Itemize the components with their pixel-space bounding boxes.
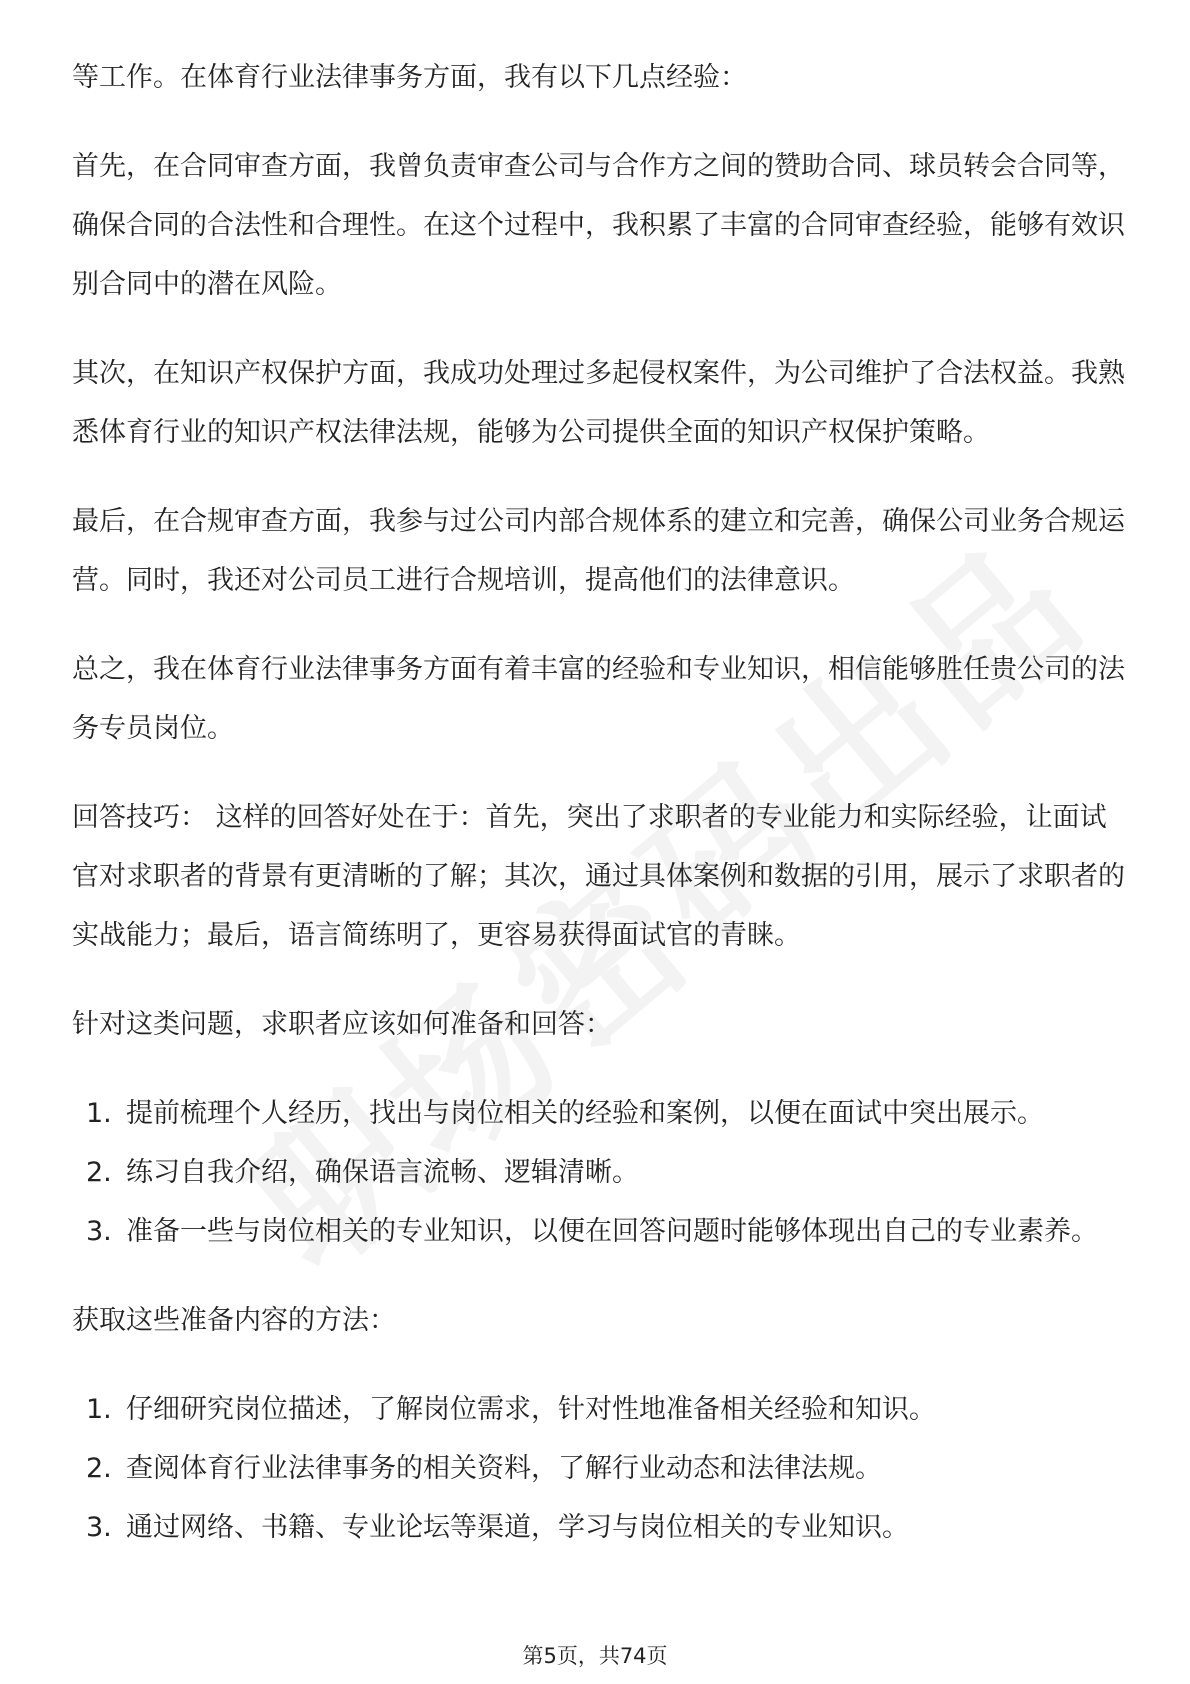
paragraph-ip-protection: 其次，在知识产权保护方面，我成功处理过多起侵权案件，为公司维护了合法权益。我熟悉体育行业的知识产权法律法规，能够为公司提供全面的知识产权保护策略。 — [72, 358, 1125, 448]
list-item-text: 练习自我介绍，确保语言流畅、逻辑清晰。 — [126, 1157, 639, 1188]
list-item-text: 提前梳理个人经历，找出与岗位相关的经验和案例，以便在面试中突出展示。 — [126, 1098, 1044, 1129]
list-item-text: 仔细研究岗位描述，了解岗位需求，针对性地准备相关经验和知识。 — [126, 1394, 936, 1425]
list-item — [72, 1380, 1132, 1439]
paragraph-compliance: 最后，在合规审查方面，我参与过公司内部合规体系的建立和完善，确保公司业务合规运营。同时，我还对公司员工进行合规培训，提高他们的法律意识。 — [72, 506, 1125, 596]
list-item — [72, 1084, 1132, 1143]
list-item — [72, 1498, 1132, 1557]
paragraph-answer-tips: 回答技巧： 这样的回答好处在于：首先，突出了求职者的专业能力和实际经验，让面试官对求职者的背景有更清晰的了解；其次，通过具体案例和数据的引用，展示了求职者的实战能力；最后，语言简练明了，更容易获得面试官的青睐。 — [72, 802, 1125, 951]
list-item — [72, 1143, 1132, 1202]
list-item-number: 1. — [86, 1394, 112, 1425]
list-item-number: 1. — [86, 1098, 112, 1129]
list-item-number: 3. — [86, 1512, 112, 1543]
paragraph-summary: 总之，我在体育行业法律事务方面有着丰富的经验和专业知识，相信能够胜任贵公司的法务专员岗位。 — [72, 654, 1125, 744]
list-item-number: 2. — [86, 1453, 112, 1484]
paragraph-contract-review: 首先，在合同审查方面，我曾负责审查公司与合作方之间的赞助合同、球员转会合同等，确保合同的合法性和合理性。在这个过程中，我积累了丰富的合同审查经验，能够有效识别合同中的潜在风险。 — [72, 151, 1125, 300]
list-item — [72, 1202, 1132, 1261]
list-item-text: 查阅体育行业法律事务的相关资料，了解行业动态和法律法规。 — [126, 1453, 882, 1484]
methods-list — [72, 1380, 1132, 1557]
list-item-number: 3. — [86, 1216, 112, 1247]
paragraph-prep-heading: 针对这类问题，求职者应该如何准备和回答： — [72, 1009, 612, 1040]
preparation-list — [72, 1084, 1132, 1261]
list-item-text: 通过网络、书籍、专业论坛等渠道，学习与岗位相关的专业知识。 — [126, 1512, 909, 1543]
page-content — [72, 48, 1132, 1587]
page-number-footer: 第5页，共74页 — [522, 1644, 668, 1668]
list-item-text: 准备一些与岗位相关的专业知识，以便在回答问题时能够体现出自己的专业素养。 — [126, 1216, 1098, 1247]
list-item — [72, 1439, 1132, 1498]
list-item-number: 2. — [86, 1157, 112, 1188]
paragraph-methods-heading: 获取这些准备内容的方法： — [72, 1305, 396, 1336]
paragraph-intro: 等工作。在体育行业法律事务方面，我有以下几点经验： — [72, 62, 747, 93]
